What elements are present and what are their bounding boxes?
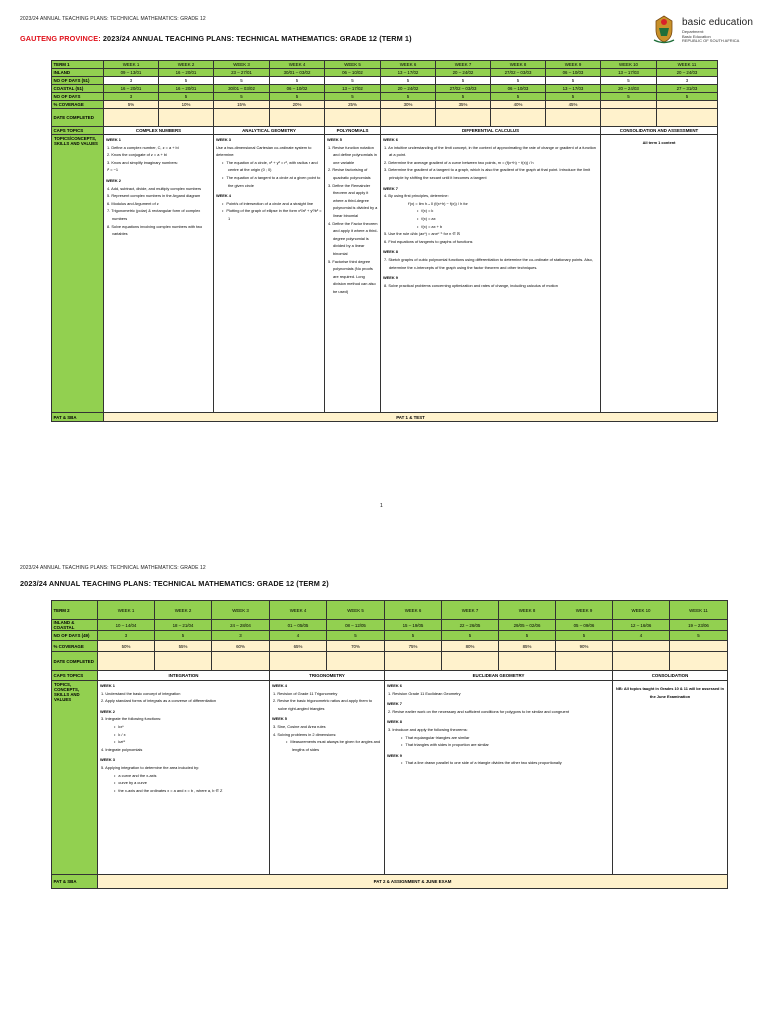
content-item: 3. Define the Remainder theorem and apply it where a third-degree polynomial is divided by a linear binomial [328,182,378,218]
week-label: WEEK 5 [327,137,342,142]
logo-line-republic: REPUBLIC OF SOUTH AFRICA [682,38,740,44]
differential-calculus-content [381,135,601,413]
coverage-cell: 30% [381,101,436,109]
date-completed-cell[interactable] [212,652,270,671]
content-item: 1. Revision of Grade 11 Trigonometry [273,690,338,696]
days-cell: 5 [270,77,325,85]
days-cell: 5 [556,631,613,641]
days-cell: 3 [98,631,155,641]
term1-table [51,60,718,422]
pat-cell: PAT 1 & TEST [104,413,718,422]
date-completed-cell[interactable] [381,109,436,127]
coverage-cell: 75% [385,641,442,652]
days-cell: 5 [491,77,546,85]
date-completed-cell[interactable] [436,109,491,127]
days-row [52,93,718,101]
date-cell: 06 – 10/02 [325,69,381,77]
content-item: 4. By using first principles, determine: [384,193,449,199]
content-item: 7. Trigonometric (polar) & rectangular form of complex numbers [107,208,201,221]
date-cell: 24 – 28/04 [212,620,270,631]
coverage-cell: 20% [270,101,325,109]
date-completed-cell[interactable] [98,652,155,671]
row-label-caps-topics: CAPS TOPICS [52,671,98,681]
topic-polynomials: POLYNOMIALS [325,127,381,135]
date-cell: 20 – 24/03 [657,69,718,77]
coverage-cell [670,641,728,652]
date-completed-cell[interactable] [546,109,601,127]
coverage-cell: 10% [159,101,214,109]
term2-page [0,560,768,1024]
week-header: WEEK 8 [499,601,556,620]
content-item: 2. Determine the average gradient of a curve between two points, m = (f(x+h) − f(x)) / h [384,159,534,165]
days-cell: 5 [436,93,491,101]
date-cell: 23 – 27/01 [214,69,270,77]
coastal-row [52,85,718,93]
topic-differential-calculus: DIFFERENTIAL CALCULUS [381,127,601,135]
integration-content [98,681,270,875]
date-completed-cell[interactable] [601,109,657,127]
week-label: WEEK 4 [272,683,287,688]
days-cell: 5 [442,631,499,641]
consolidation-content [601,135,718,413]
date-cell: 13 – 17/03 [546,85,601,93]
term-row [52,61,718,69]
coverage-cell: 80% [442,641,499,652]
days-row [52,631,728,641]
content-bullet: • curve by a curve [100,779,267,787]
week-label: WEEK 4 [216,193,231,199]
week-header: WEEK 2 [155,601,212,620]
content-bullet: • The equation of a circle, x² + y² = r², with radius r and centre at the origin (0 ; 0) [216,159,322,174]
days-cell: 3 [657,77,718,85]
row-label-pat: PAT & SBA [52,875,98,889]
row-label-topics: TOPICS/CONCEPTS, SKILLS AND VALUES [52,135,104,413]
days-cell: 5 [546,93,601,101]
row-label-date-completed: DATE COMPLETED [52,652,98,671]
date-cell: 16 – 20/01 [104,85,159,93]
date-cell: 08 – 12/05 [327,620,385,631]
date-completed-row [52,652,728,671]
content-item: 3. Introduce and apply the following theorems: [388,726,468,732]
row-label-caps-topics: CAPS TOPICS [52,127,104,135]
date-cell: 18 – 21/04 [155,620,212,631]
content-bullet: • That triangles with sides in proportion are similar [387,741,610,749]
page-title [20,34,412,43]
content-item: 1. Revision Grade 11 Euclidean Geometry [388,690,461,696]
date-completed-cell[interactable] [613,652,670,671]
coverage-cell [601,101,657,109]
content-item: i² = −1 [107,167,119,173]
date-cell: 13 – 17/03 [601,69,657,77]
coverage-cell [657,101,718,109]
date-cell: 13 – 17/02 [381,69,436,77]
content-bullet: • kxⁿ [100,723,267,731]
content-row [52,681,728,875]
date-completed-cell[interactable] [670,652,728,671]
coverage-cell: 40% [491,101,546,109]
coverage-cell: 60% [212,641,270,652]
week-header: WEEK 3 [214,61,270,69]
coverage-cell: 70% [327,641,385,652]
inland-row [52,69,718,77]
row-label-days: NO OF DAYS [52,93,104,101]
row-label-inland-coastal: INLAND & COASTAL [52,620,98,631]
topic-trigonometry: TRIGONOMETRY [270,671,385,681]
content-intro: Use a two-dimensional Cartesian co-ordinate system to determine: [216,144,312,158]
week-header: WEEK 4 [270,61,325,69]
content-bullet: • the x-axis and the ordinates x = a and x = b , where a, b ∈ Z [100,787,267,795]
week-label: WEEK 7 [387,701,402,707]
content-item: 5. Use the rule d/dx (axⁿ) = anxⁿ⁻¹ for n ∈ ℝ [384,231,460,237]
week-header: WEEK 8 [491,61,546,69]
days-cell: 5 [214,93,270,101]
content-item: 2. Revise factorising of quadratic polynomials [328,167,371,180]
row-label-days: NO OF DAYS (49) [52,631,98,641]
content-item: 6. Modulus and Argument of z [107,200,159,206]
content-item: 5. Factorise third degree polynomials (No proofs are required. Long division method can also be used) [328,258,376,294]
content-item: 5. Applying integration to determine the area included by: [101,764,200,770]
row-label-topics: TOPICS, CONCEPTS, SKILLS AND VALUES [52,681,98,875]
topic-consolidation: CONSOLIDATION [613,671,728,681]
date-cell: 19 – 23/06 [670,620,728,631]
coverage-cell: 45% [546,101,601,109]
days-cell: 5 [159,77,214,85]
running-header: 2023/24 ANNUAL TEACHING PLANS: TECHNICAL MATHEMATICS: GRADE 12 [20,16,206,22]
date-cell: 12 – 16/06 [613,620,670,631]
row-label-coverage: % COVERAGE [52,101,104,109]
coverage-cell: 35% [436,101,491,109]
date-cell: 27/02 – 03/03 [491,69,546,77]
date-completed-cell[interactable] [155,652,212,671]
coverage-row [52,641,728,652]
date-cell: 27/02 – 03/03 [436,85,491,93]
date-cell: 20 – 24/02 [436,69,491,77]
days-cell: 5 [670,631,728,641]
date-completed-cell[interactable] [491,109,546,127]
date-completed-row [52,109,718,127]
date-completed-cell[interactable] [270,109,325,127]
days-cell: 3 [104,77,159,85]
topic-analytical-geometry: ANALYTICAL GEOMETRY [214,127,325,135]
content-item: 4. Solving problems in 2 dimensions: [273,731,337,737]
week-header: WEEK 7 [442,601,499,620]
department-logo [652,14,762,50]
content-item: 1. Understand the basic concept of integration [101,690,181,696]
days-cell: 5 [325,93,381,101]
days-cell: 3 [212,631,270,641]
coat-of-arms-icon [652,14,676,44]
week-label: WEEK 6 [383,137,398,142]
week-label: WEEK 2 [100,708,115,714]
coverage-cell: 25% [325,101,381,109]
content-item: 4. Define the Factor theorem and apply it where a third-degree polynomial is divided by a linear binomial [328,220,378,256]
content-item: 4. Add, subtract, divide, and multiply complex numbers [107,185,202,191]
analytical-geometry-content [214,135,325,413]
date-cell: 30/01 – 03/02 [270,69,325,77]
week-header: WEEK 10 [601,61,657,69]
row-label-coverage: % COVERAGE [52,641,98,652]
row-label-coastal: COASTAL (51) [52,85,104,93]
page-title: 2023/24 ANNUAL TEACHING PLANS: TECHNICAL MATHEMATICS: GRADE 12 (TERM 2) [20,579,329,588]
week-header: WEEK 5 [325,61,381,69]
euclidean-geometry-content [385,681,613,875]
complex-numbers-content [104,135,214,413]
date-cell: 06 – 10/02 [270,85,325,93]
content-item: 1. Revise function notation and define polynomials in one variable [328,144,377,165]
week-label: WEEK 1 [100,683,115,688]
title-province: GAUTENG PROVINCE: [20,34,101,43]
content-item: 2. Revise the basic trigonometric ratios and apply them to solve right-angled triangles [273,698,373,711]
date-cell: 27 – 31/03 [657,85,718,93]
week-label: WEEK 3 [100,757,115,763]
days-cell: 4 [270,631,327,641]
content-item: 8. Solve practical problems concerning optimization and rates of change, including calculus of motion [384,282,558,288]
date-cell: 10 – 14/04 [98,620,155,631]
days-cell: 3 [104,93,159,101]
content-bullet: • k / x [100,731,267,739]
content-item: 2. Apply standard forms of integrals as a converse of differentiation [101,698,216,704]
week-header: WEEK 7 [436,61,491,69]
pat-row [52,413,718,422]
consolidation-content [613,681,728,875]
content-item: 8. Solve equations involving complex numbers with two variables [107,223,203,237]
week-label: WEEK 8 [383,249,398,255]
week-header: WEEK 4 [270,601,327,620]
content-item: 3. Determine the gradient of a tangent to a graph, which is also the gradient of the graph at that point. Introduce the limit principle by shifting the secant until it becomes a tangent [384,167,591,180]
content-row [52,135,718,413]
content-item: 3. Integrate the following functions: [101,716,162,722]
date-completed-cell[interactable] [442,652,499,671]
week-header: WEEK 6 [385,601,442,620]
date-completed-cell[interactable] [104,109,159,127]
content-bullet: • Point/s of intersection of a circle and a straight line [216,200,322,208]
logo-line-department: Department: [682,29,705,34]
date-completed-cell[interactable] [270,652,327,671]
term2-table [51,600,728,889]
content-item: 1. Define a complex number, C, z = a + bi [107,144,179,150]
date-cell: 16 – 20/01 [159,69,214,77]
content-item: 3. Sine, Cosine and Area rules [273,723,326,729]
row-label-pat: PAT & SBA [52,413,104,422]
days-cell: 4 [613,631,670,641]
week-header: WEEK 1 [104,61,159,69]
week-label: WEEK 1 [106,137,121,142]
days-cell: 5 [214,77,270,85]
days-cell: 5 [159,93,214,101]
days-cell: 5 [436,77,491,85]
date-cell: 15 – 19/05 [385,620,442,631]
date-cell: 05 – 09/06 [556,620,613,631]
consolidation-text: NB: All topics taught in Grades 10 & 11 will be assessed in the June Examination [616,686,724,699]
date-cell: 30/01 – 03/02 [214,85,270,93]
days-cell: 5 [381,77,436,85]
row-label-term: TERM 2 [52,601,98,620]
polynomials-content [325,135,381,413]
days-cell: 5 [499,631,556,641]
row-label-term: TERM 1 [52,61,104,69]
trigonometry-content [270,681,385,875]
date-cell: 06 – 10/03 [491,85,546,93]
content-item: 5. Represent complex numbers in the Argand diagram [107,193,201,199]
coverage-cell [613,641,670,652]
days-cell: 5 [546,77,601,85]
days-cell: 5 [601,77,657,85]
content-item: 1. An intuitive understanding of the limit concept, in the context of approximating the rate of change or gradient of a function at a point. [384,144,596,158]
running-header: 2023/24 ANNUAL TEACHING PLANS: TECHNICAL MATHEMATICS: GRADE 12 [20,565,206,571]
week-label: WEEK 7 [383,185,398,191]
pat-cell: PAT 2 & ASSIGNMENT & JUNE EXAM [98,875,728,889]
week-label: WEEK 8 [387,719,402,725]
week-label: WEEK 9 [383,275,398,281]
date-completed-cell[interactable] [325,109,381,127]
week-header: WEEK 11 [657,61,718,69]
coverage-cell: 15% [214,101,270,109]
week-header: WEEK 9 [546,61,601,69]
week-label: WEEK 9 [387,752,402,758]
week-header: WEEK 6 [381,61,436,69]
coverage-cell: 90% [556,641,613,652]
topic-euclidean-geometry: EUCLIDEAN GEOMETRY [385,671,613,681]
topic-consolidation: CONSOLIDATION AND ASSESSMENT [601,127,718,135]
content-bullet: • f(x) = k [383,207,598,215]
term-row [52,601,728,620]
date-cell: 06 – 10/03 [546,69,601,77]
days-cell: 5 [270,93,325,101]
week-header: WEEK 3 [212,601,270,620]
date-cell: 01 – 05/05 [270,620,327,631]
logo-line-basic-education: Basic Education [682,33,711,39]
date-completed-cell[interactable] [327,652,385,671]
first-principles-formula: f′(x) = lim h→0 (f(x+h) − f(x)) / h for [408,200,468,206]
content-bullet: • a curve and the x-axis [100,772,267,780]
content-bullet: • Measurements must always be given for angles and lengths of sides [272,738,382,753]
coverage-cell: 50% [98,641,155,652]
days-cell: 5 [327,631,385,641]
date-cell: 20 – 24/02 [381,85,436,93]
date-completed-cell[interactable] [214,109,270,127]
date-cell: 09 – 13/01 [104,69,159,77]
content-bullet: • f(x) = ax [383,215,598,223]
coverage-cell: 55% [155,641,212,652]
title-text: 2023/24 ANNUAL TEACHING PLANS: TECHNICAL MATHEMATICS: GRADE 12 (TERM 1) [100,34,412,43]
week-header: WEEK 11 [670,601,728,620]
content-item: 4. Integrate polynomials [101,746,143,752]
row-label-days-inland: NO OF DAYS (51) [52,77,104,85]
row-label-inland: INLAND [52,69,104,77]
week-label: WEEK 6 [387,683,402,688]
inland-coastal-row [52,620,728,631]
date-cell: 13 – 17/02 [325,85,381,93]
date-cell: 29/05 – 02/06 [499,620,556,631]
content-bullet: • That equiangular triangles are similar [387,734,610,742]
content-item: 2. Know the conjugate of z = a + bi [107,152,167,158]
caps-topics-row [52,671,728,681]
content-bullet: • Plotting of the graph of ellipse in the form x²/a² + y²/b² = 1 [216,207,322,222]
content-bullet: • The equation of a tangent to a circle at a given point to the given circle [216,174,322,189]
consolidation-text: All term 1 content [642,140,676,145]
date-completed-cell[interactable] [499,652,556,671]
week-header: WEEK 10 [613,601,670,620]
days-cell: 5 [381,93,436,101]
caps-topics-row [52,127,718,135]
content-bullet: • kaⁿˣ [100,738,267,746]
days-cell: 5 [155,631,212,641]
week-header: WEEK 1 [98,601,155,620]
coverage-cell: 65% [270,641,327,652]
content-item: 6. Find equations of tangents to graphs of functions [384,238,473,244]
pat-row [52,875,728,889]
date-cell: 22 – 26/05 [442,620,499,631]
content-item: 3. Know and simplify imaginary numbers: [107,159,178,165]
date-completed-cell[interactable] [556,652,613,671]
days-inland-row [52,77,718,85]
week-header: WEEK 9 [556,601,613,620]
week-label: WEEK 2 [106,177,121,183]
days-cell: 5 [385,631,442,641]
date-completed-cell[interactable] [159,109,214,127]
content-bullet: • That a line drawn parallel to one side of a triangle divides the other two sides proportionally [387,759,610,767]
days-cell: 5 [325,77,381,85]
page-number: 1 [380,503,383,509]
days-cell: 5 [491,93,546,101]
days-cell: 5 [601,93,657,101]
coverage-cell: 5% [104,101,159,109]
content-bullet: • f(x) = ax + b [383,223,598,231]
days-cell: 5 [657,93,718,101]
date-completed-cell[interactable] [657,109,718,127]
date-cell: 20 – 24/03 [601,85,657,93]
week-label: WEEK 3 [216,137,231,142]
topic-complex-numbers: COMPLEX NUMBERS [104,127,214,135]
coverage-cell: 85% [499,641,556,652]
content-item: 7. Sketch graphs of cubic polynomial functions using differentiation to determine the co-ordinate of stationary points. Also, determine the x-intercepts of the graph using the factor theorem and other techniques. [384,256,593,270]
topic-integration: INTEGRATION [98,671,270,681]
row-label-date-completed: DATE COMPLETED [52,109,104,127]
date-completed-cell[interactable] [385,652,442,671]
week-header: WEEK 5 [327,601,385,620]
week-label: WEEK 5 [272,716,287,722]
logo-brand: basic education [682,17,753,28]
coverage-row [52,101,718,109]
week-header: WEEK 2 [159,61,214,69]
date-cell: 16 – 20/01 [159,85,214,93]
content-item: 2. Revise earlier work on the necessary and sufficient conditions for polygons to be similar and congruent [388,708,569,714]
